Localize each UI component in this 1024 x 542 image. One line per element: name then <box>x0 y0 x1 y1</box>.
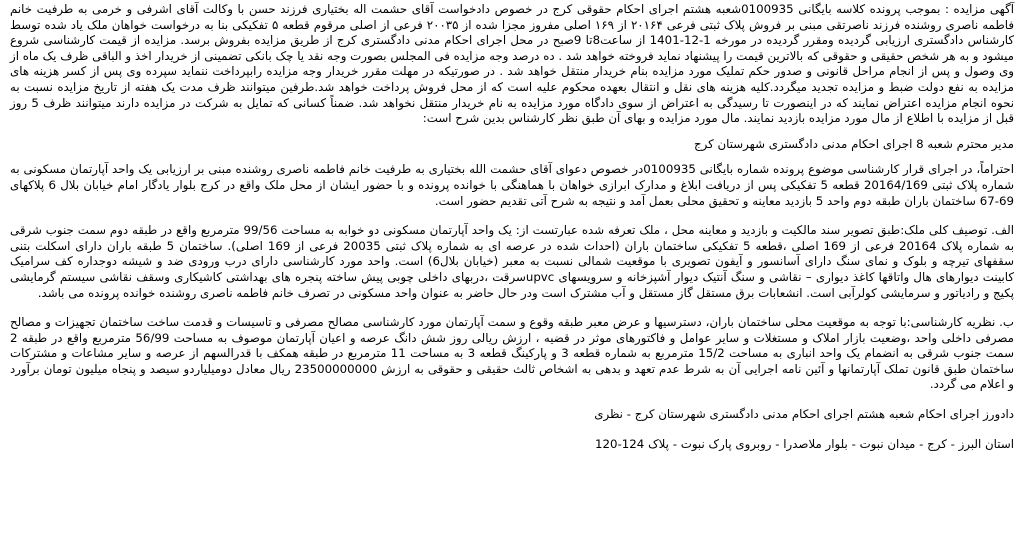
property-description-paragraph: الف. توصیف کلی ملک:طبق تصویر سند مالکیت و بازدید و معاینه محل ، ملک تعرفه شده عبارتست از: یک واحد آپارتمان مسکونی دو خوابه به مساحت 99/56 مترمربع واقع در طبقه دوم سمت جنوب شرقی به شماره پلاک 20164 فرعی از 169 اصلی ،قطعه 5 تفکیکی ساختمان باران (احداث شده در عرصه ای به شماره پلاک ثبتی 20035 فرعی از 169 اصلی). ساختمان 5 طبقه باران دارای اسکلت بتنی سقفهای تیرچه و بلوک و نمای سنگ دارای آسانسور و آیفون تصویری با موقعیت شمالی نسبت به معبر (خیابان بلال6) است. واحد مورد کارشناسی دارای درب ورودی ضد و شیشه دوجداره کف سرامیک کابینت دیوارهای هال واتاقها کاغذ دیواری – نقاشی و سنگ آنتیک دیوار آشپزخانه و سرویسهای upvcسرقت ،دربهای داخلی چوبی پیش ساخته پنجره های بهداشتی کاشیکاری وسقف نقاشی سیستم گرمایشی پکیج و رادیاتور و سرمایشی کولرآبی است. انشعابات برق مستقل گاز مستقل و آب مشترک است ودر حال حاضر به عنوان واحد مسکونی در تصرف خانم فاطمه ناصری روشنده خوانده پرونده می باشد. <box>10 223 1015 300</box>
expert-report-intro-paragraph: احتراماً، در اجرای قرار کارشناسی موضوع پرونده شماره بایگانی 0100935در خصوص دعوای آقای حشمت الله بختیاری به طرفیت خانم فاطمه ناصری روشنده مبنی بر ارزیابی یک واحد آپارتمان مسکونی به شماره پلاک ثبتی 20164/169 قطعه 5 تفکیکی پس از دریافت ابلاغ و مدارک ابرازی خواهان با هماهنگی با خوانده پرونده و با حضور ایشان از محل ملک واقع در کرج بلوار یادگار امام خیابان بلال 6 پلاکهای 69-67 ساختمان باران طبقه دوم واحد 5 بازدید معاینه و تحقیق محلی بعمل آمد و نتیجه به شرح آتی تقدیم حضور است. <box>10 162 1015 208</box>
expert-opinion-paragraph: ب. نظریه کارشناسی:با توجه به موقعیت محلی ساختمان باران، دسترسیها و عرض معبر طبقه وقوع و سمت آپارتمان مورد کارشناسی مصالح مصرفی و تاسیسات و قدمت ساخت ساختمان تجهیزات و مصالح مصرفی داخلی واحد ،وضعیت بازار املاک و مستغلات و سایر عوامل و فاکتورهای موثر در قضیه ، ارزش ریالی روز شش دانگ عرصه و اعیان آپارتمان موصوف به مساحت 56/99 مترمربع واقع در طبقه 2 سمت جنوب شرقی به انضمام یک واحد انباری به مساحت 15/2 مترمربع به شماره قطعه 3 و پارکینگ قطعه 3 به مساحت 11 مترمربع در طبقه همکف با قدرالسهم از عرصه و سایر مشاعات و مشترکات ساختمان طبق قانون تملک آپارتمانها و آئین نامه اجرایی آن به شرط عدم تعهد و بدهی به اشخاص ثالث حقیقی و حقوقی به ارزش 23500000000 ریال معادل دومیلیاردو سیصد و پنجاه میلیون تومان برآورد و اعلام می گردد. <box>10 315 1014 392</box>
address-line: استان البرز - کرج - میدان نبوت - بلوار ملاصدرا - روبروی پارک نبوت - پلاک 124-120 <box>595 436 1014 451</box>
auction-intro-paragraph: آگهی مزایده : بموجب پرونده کلاسه بایگانی 0100935شعبه هشتم اجرای احکام حقوقی کرج در خصوص دادخواست آقای حشمت اله بختیاری فرزند حسن با وکالت آقای اشرفی و خرمی به طرفیت خانم فاطمه ناصری روشنده فرزند ناصرتقی مبنی بر فروش پلاک ثبتی فرعی ۲۰۱۶۴ از ۱۶۹ اصلی مفروز مجزا شده از ۲۰۰۳۵ فرعی از اصلی مرقوم قطعه ۵ تفکیکی بنا به درخواست خواهان ملک یاد شده توسط کارشناس دادگستری ارزیابی گردیده ومقرر گردیده در مورخه 1-12-1401 از ساعت8تا 9صبح در محل اجرای احکام مدنی دادگستری کرج از طریق مزایده بفروش برسد. مزایده از قیمت کارشناسی شروع میشود و به هر شخص حقیقی و حقوقی که بالاترین قیمت را پیشنهاد نماید فروخته خواهد شد . ده درصد وجه مزایده فی المجلس بصورت وجه نقد یا چک بانکی تضمینی از خریدار اخذ و الباقی ظرف یک ماه از وی وصول و پس از انجام مراحل قانونی و صدور حکم تملیک مورد مزایده بنام خریدار منتقل خواهد شد . در صورتیکه در مهلت مقرر خریدار وجه مزایده رابپرداخت ننماید سپرده وی پس از کسر هزینه های مزایده به نفع دولت ضبط و مزایده تجدید میگردد.کلیه هزینه های نقل و انتقال بعهده محکوم علیه است که از محل فروش پرداخت خواهد شد.طرفین میتوانند ظرف مدت یک هفته از تاریخ مزایده نسبت به نحوه انجام مزایده اعتراض نمایند که در اینصورت تا رسیدگی به اعتراض از سوی دادگاه مورد مزایده به نام خریدار منتقل نخواهد شد. ضمناً کسانی که تمایل به شرکت در مزایده دارند میتوانند ظرف 5 روز قبل از مزایده با اطلاع از مال مورد مزایده بازدید نمایند. مال مورد مزایده و بهای آن طبق نظر کارشناس بدین شرح است: <box>10 2 1014 126</box>
signature-line: دادورز اجرای احکام شعبه هشتم اجرای احکام مدنی دادگستری شهرستان کرج - نظری <box>594 407 1014 422</box>
salutation-line: مدیر محترم شعبه 8 اجرای احکام مدنی دادگستری شهرستان کرج <box>693 136 1014 151</box>
